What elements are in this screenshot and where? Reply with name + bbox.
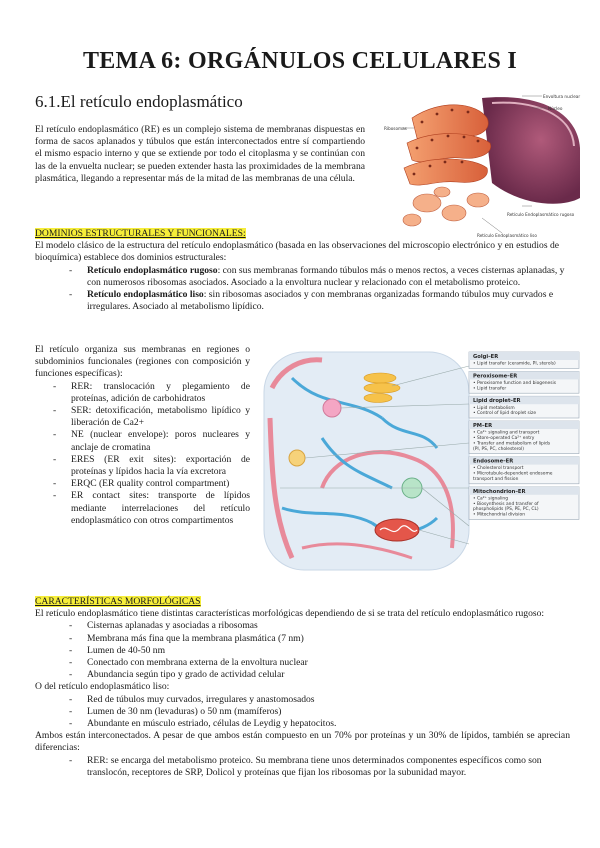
contact-box-title: Golgi–ER bbox=[473, 354, 499, 360]
contact-box-title: PM–ER bbox=[473, 423, 493, 429]
subdominios-list bbox=[35, 381, 250, 527]
er-illustration-svg bbox=[382, 88, 582, 238]
list-item: - Lumen de 40-50 nm bbox=[69, 645, 570, 657]
contact-box-5 bbox=[469, 487, 579, 520]
label-ribosomas: Ribosomas bbox=[384, 126, 407, 131]
list-item bbox=[69, 265, 570, 289]
liso-list bbox=[35, 694, 570, 731]
contact-box-0 bbox=[469, 352, 579, 368]
contact-box-line: • Cholesterol transport bbox=[473, 466, 524, 472]
contact-box-line: • Lipid transfer (ceramide, PI, sterols) bbox=[473, 361, 556, 367]
contact-box-line: • Biosynthesis and transfer of bbox=[473, 501, 539, 507]
contact-box-line: • Peroxisome function and biogenesis bbox=[473, 381, 557, 386]
term-rer-text: : con sus membranas formando túbulos más o menos rectos, a veces cisternas aplanadas, y con numerosos ribosomas asociados. Asociado a la envoltura nuclear y relacionado con el metabolismo proteico. bbox=[87, 264, 565, 288]
subdominios-section bbox=[35, 344, 250, 527]
list-item: - SER: detoxificación, metabolismo lipídico y liberación de Ca2+ bbox=[53, 405, 250, 429]
contact-box-line: • Microtubule-dependent endosome bbox=[473, 471, 553, 477]
contact-sites-svg bbox=[262, 348, 582, 574]
morfologia-p2: O del retículo endoplasmático liso: bbox=[35, 681, 170, 693]
list-item: - Lumen de 30 nm (levaduras) o 50 nm (mamíferos) bbox=[69, 706, 570, 718]
list-item: - Red de túbulos muy curvados, irregulares y anastomosados bbox=[69, 694, 570, 706]
list-item: - RER: translocación y plegamiento de proteínas, adición de carbohidratos bbox=[53, 381, 250, 405]
term-rer: Retículo endoplasmático rugoso bbox=[87, 264, 218, 276]
list-item: - Abundancia según tipo y grado de actividad celular bbox=[69, 669, 570, 681]
morfologia-section bbox=[35, 596, 570, 779]
contact-box-title: Peroxisome–ER bbox=[473, 373, 518, 380]
contact-box-line: • Mitochondrial division bbox=[473, 512, 525, 518]
contact-box-line: • Transfer and metabolism of lipids bbox=[473, 441, 551, 447]
contact-box-line: • Lipid metabolism bbox=[473, 405, 515, 411]
contact-box-title: Lipid droplet–ER bbox=[473, 398, 521, 405]
list-item: - Conectado con membrana externa de la envoltura nuclear bbox=[69, 657, 570, 669]
contact-box-line: • Lipid transfer bbox=[473, 386, 507, 392]
dominios-heading: DOMINIOS ESTRUCTURALES Y FUNCIONALES: bbox=[35, 228, 246, 239]
label-nucleo: Núcleo bbox=[548, 106, 563, 111]
list-item: - ER contact sites: transporte de lípidos mediante interrelaciones del retículo endoplasmático con otros compartimentos bbox=[53, 490, 250, 527]
list-item: - NE (nuclear envelope): poros nucleares y anclaje de cromatina bbox=[53, 429, 250, 453]
contact-box-line: phospholipids (PS, PE, PC, CL) bbox=[473, 507, 539, 513]
list-item: - RER: se encarga del metabolismo proteico. Su membrana tiene unos determinados componentes específicos como son translocón, receptores de SRP, Dolicol y proteínas que fijan los ribosomas por la subunidad mayor. bbox=[69, 755, 570, 779]
contact-box-line: • Control of lipid droplet size bbox=[473, 411, 537, 417]
rugoso-list bbox=[35, 620, 570, 681]
contact-box-line: • Ca²⁺ signaling and transport bbox=[473, 430, 540, 436]
list-item: - ERQC (ER quality control compartment) bbox=[53, 478, 250, 490]
list-item: - Abundante en músculo estriado, células de Leydig y hepatocitos. bbox=[69, 718, 570, 730]
contact-box-4 bbox=[469, 457, 579, 484]
list-item: - Cisternas aplanadas y asociadas a ribosomas bbox=[69, 620, 570, 632]
dominios-intro: El modelo clásico de la estructura del retículo endoplasmático (basada en las observaciones del microscopio electrónico y en estudios de bioquímica) establece dos dominios estructurales: bbox=[35, 240, 560, 264]
contact-box-1 bbox=[469, 371, 579, 393]
dominios-section bbox=[35, 228, 570, 313]
list-item: - ERES (ER exit sites): exportación de proteínas y lípidos hacia la vía excretora bbox=[53, 454, 250, 478]
intro-paragraph: El retículo endoplasmático (RE) es un complejo sistema de membranas dispuestas en forma de sacos aplanados y túbulos que están interconectados entre sí compartiendo el mismo espacio interno y que se extiende por todo el citoplasma y se continúan con las de la envuelta nuclear; se pueden extender hasta las proximidades de la membrana plasmática, llegando a representar más de la mitad de las membranas de una célula. bbox=[35, 124, 365, 184]
contact-box-title: Endosome–ER bbox=[473, 458, 514, 465]
contact-box-2 bbox=[469, 396, 579, 418]
subdominios-intro: El retículo organiza sus membranas en regiones o subdominios funcionales (regiones con composición y funciones específicas): bbox=[35, 344, 250, 380]
morfologia-p1: El retículo endoplasmático tiene distintas características morfológicas dependiendo de si se trata del retículo endoplasmático rugoso: bbox=[35, 608, 545, 620]
section-title: 6.1.El retículo endoplasmático bbox=[35, 92, 243, 111]
term-rel: Retículo endoplasmático liso bbox=[87, 289, 204, 301]
label-rer: Retículo Endoplasmático rugoso bbox=[507, 212, 575, 217]
list-item bbox=[69, 289, 570, 313]
contact-box-title: Mitochondrion–ER bbox=[473, 488, 526, 495]
contact-box-line: (PI, PS, PC, cholesterol) bbox=[473, 446, 525, 452]
list-item: - Membrana más fina que la membrana plasmática (7 nm) bbox=[69, 633, 570, 645]
dominios-list bbox=[35, 265, 570, 314]
page-title: TEMA 6: ORGÁNULOS CELULARES I bbox=[82, 48, 518, 74]
contact-box-line: • Store-operated Ca²⁺ entry bbox=[473, 436, 535, 441]
morfologia-p3: Ambos están interconectados. A pesar de que ambos están compuesto en un 70% por proteínas y un 30% de lípidos, también se aprecian diferencias: bbox=[35, 730, 570, 754]
label-rel: Retículo Endoplasmático liso bbox=[477, 233, 537, 238]
contact-box-line: transport and fission bbox=[473, 477, 519, 482]
morfologia-heading: CARACTERÍSTICAS MORFOLÓGICAS bbox=[35, 596, 201, 607]
term-rel-text: : sin ribosomas asociados y con membranas organizadas formando túbulos muy curvados e irregulares. Asociado al metabolismo lipídico. bbox=[87, 289, 554, 313]
label-envoltura: Envoltura nuclear bbox=[543, 94, 581, 99]
diff-list bbox=[35, 755, 570, 779]
er-contact-sites-figure bbox=[262, 348, 582, 574]
contact-box-3 bbox=[469, 421, 579, 454]
er-illustration bbox=[382, 88, 582, 238]
contact-box-line: • Ca²⁺ signaling bbox=[473, 496, 508, 502]
